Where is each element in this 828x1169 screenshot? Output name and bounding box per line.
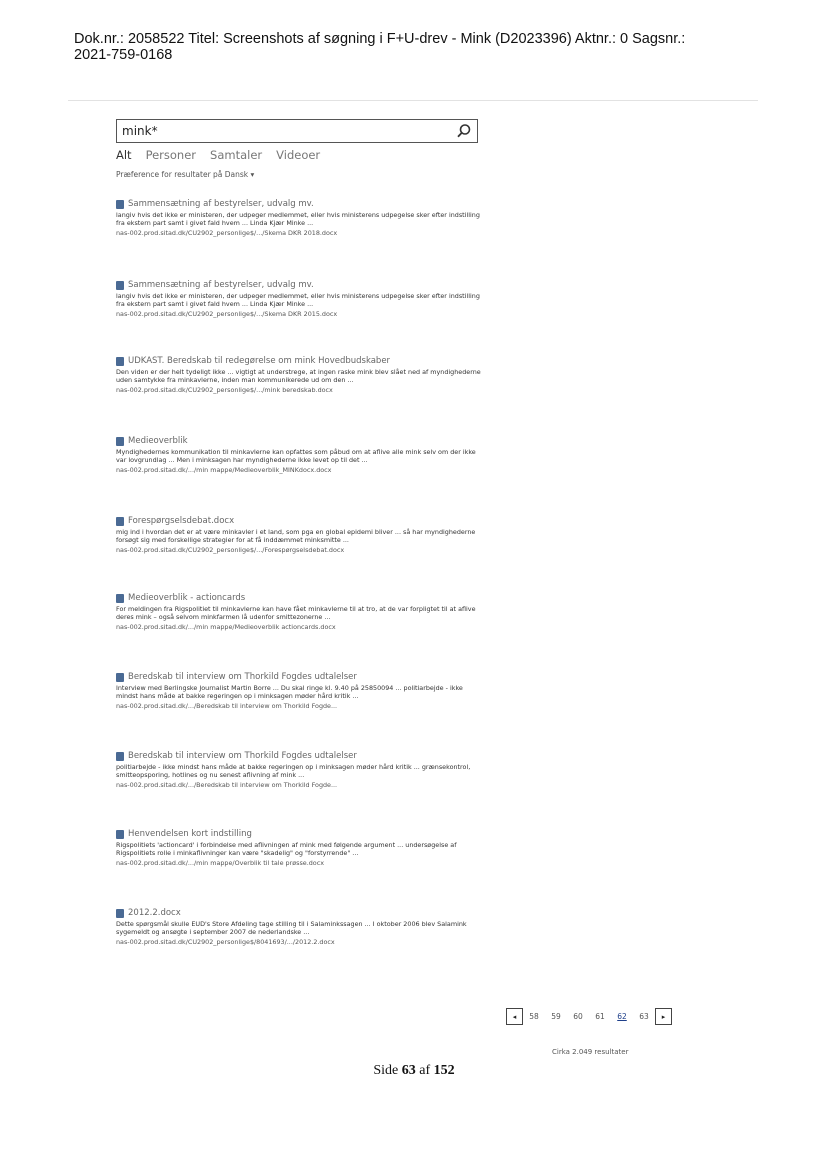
document-header [74, 31, 794, 63]
search-result [116, 435, 481, 474]
search-result [116, 198, 481, 237]
result-snippet: politiarbejde - ikke mindst hans måde at bakke regeringen op i minksagen møder hård kritik ... grænsekontrol, smitteopsporing, hotlines og nu senest aflivning af mink ... [116, 763, 471, 780]
result-url: nas-002.prod.sitad.dk/.../min mappe/Overblik til tale prøsse.docx [116, 858, 325, 867]
page-link-60[interactable]: 60 [573, 1012, 583, 1021]
tab-all[interactable]: Alt [116, 148, 132, 162]
tab-conversations[interactable]: Samtaler [210, 148, 263, 162]
word-document-icon [116, 437, 124, 446]
footer-page-number: 63 [401, 1063, 416, 1078]
search-result [116, 671, 481, 710]
result-url: nas-002.prod.sitad.dk/CU2902_personlige$/.../mink beredskab.docx [116, 385, 333, 394]
page-link-58[interactable]: 58 [529, 1012, 539, 1021]
result-title-link[interactable]: Henvendelsen kort indstilling [128, 829, 252, 839]
document-header-line-1: Dok.nr.: 2058522 Titel: Screenshots af søgning i F+U-drev - Mink (D2023396) Aktnr.: 0 Sagsnr.: [74, 31, 686, 47]
search-result [116, 355, 481, 394]
result-snippet: mig ind i hvordan det er at være minkavler i et land, som pga en global epidemi bliver ... så har myndighederne forsøgt sig med forskellige strategier for at få inddæmmet minksmitte ... [116, 528, 476, 545]
document-header-line-2: 2021-759-0168 [74, 47, 173, 63]
result-title-link[interactable]: Beredskab til interview om Thorkild Fogdes udtalelser [128, 672, 357, 682]
result-title-link[interactable]: Beredskab til interview om Thorkild Fogdes udtalelser [128, 751, 357, 761]
result-snippet: For meldingen fra Rigspolitiet til minkavlerne kan have fået minkavlerne til at tro, at de var forpligtet til at aflive deres mink – også selvom minkfarmen lå udenfor smittezonerne ... [116, 605, 476, 622]
search-tabs [116, 148, 320, 162]
search-result [116, 592, 481, 631]
result-url: nas-002.prod.sitad.dk/.../min mappe/Medieoverblik_MINKdocx.docx [116, 465, 332, 474]
result-url: nas-002.prod.sitad.dk/.../Beredskab til interview om Thorkild Fogde... [116, 780, 338, 789]
result-snippet: Den viden er der helt tydeligt ikke ... vigtigt at understrege, at ingen raske mink blev slået ned af myndighederne uden samtykke fra minkavlerne, inden man kommunikerede ud om den ... [116, 368, 481, 385]
previous-page-button[interactable]: ◂ [506, 1008, 523, 1025]
word-document-icon [116, 594, 124, 603]
footer-prefix: Side [373, 1063, 402, 1078]
word-document-icon [116, 281, 124, 290]
page-link-62-current[interactable]: 62 [617, 1012, 627, 1021]
language-preference-dropdown[interactable]: Præference for resultater på Dansk ▾ [116, 170, 255, 179]
search-result [116, 750, 481, 789]
result-url: nas-002.prod.sitad.dk/CU2902_personlige$/.../Skema DKR 2018.docx [116, 228, 338, 237]
result-title-link[interactable]: Sammensætning af bestyrelser, udvalg mv. [128, 280, 314, 290]
result-title-link[interactable]: Medieoverblik - actioncards [128, 593, 246, 603]
result-snippet: Myndighedernes kommunikation til minkavlerne kan opfattes som påbud om at aflive alle mink selv om der ikke var lovgrundlag ... Men i minksagen har myndighederne ikke levet op til det ... [116, 448, 476, 465]
page-link-61[interactable]: 61 [595, 1012, 605, 1021]
footer-page-total: 152 [433, 1063, 455, 1078]
result-snippet: Interview med Berlingske Journalist Martin Borre ... Du skal ringe kl. 9.40 på 25850094 ... politiarbejde - ikke mindst hans måde at bakke regeringen op i minksagen møder hård kritik ... [116, 684, 463, 701]
word-document-icon [116, 517, 124, 526]
result-snippet: Rigspolitiets 'actioncard' i forbindelse med aflivningen af mink med følgende argument ... undersøgelse af Rigspolitiets rolle i minkaflivninger kan være "skadelig" og "forstyrrende" ... [116, 841, 457, 858]
search-input[interactable] [122, 123, 442, 139]
result-snippet: langiv hvis det ikke er ministeren, der udpeger medlemmet, eller hvis ministerens udpegelse sker efter indstilling fra ekstern part samt i givet fald hvem ... Linda Kjær Minke ... [116, 292, 480, 309]
divider [68, 100, 758, 101]
result-snippet: Dette spørgsmål skulle EUD's Store Afdeling tage stilling til i Salaminkssagen ... I oktober 2006 blev Salamink sygemeldt og ansøgte i september 2007 de nederlandske ... [116, 920, 467, 937]
search-result [116, 828, 481, 867]
result-title-link[interactable]: Medieoverblik [128, 436, 188, 446]
result-title-link[interactable]: 2012.2.docx [128, 908, 181, 918]
result-url: nas-002.prod.sitad.dk/CU2902_personlige$/.../Forespørgselsdebat.docx [116, 545, 345, 554]
result-url: nas-002.prod.sitad.dk/CU2902_personlige$/.../Skema DKR 2015.docx [116, 309, 338, 318]
word-document-icon [116, 909, 124, 918]
word-document-icon [116, 752, 124, 761]
search-result [116, 515, 481, 554]
page-link-63[interactable]: 63 [639, 1012, 649, 1021]
search-icon[interactable] [456, 123, 472, 139]
word-document-icon [116, 673, 124, 682]
result-title-link[interactable]: Sammensætning af bestyrelser, udvalg mv. [128, 199, 314, 209]
tab-people[interactable]: Personer [145, 148, 197, 162]
word-document-icon [116, 830, 124, 839]
search-box[interactable] [116, 119, 478, 143]
result-url: nas-002.prod.sitad.dk/CU2902_personlige$/8041693/.../2012.2.docx [116, 937, 335, 946]
footer-mid: af [415, 1063, 434, 1078]
pagination [506, 1008, 672, 1025]
page-footer [0, 1063, 828, 1079]
search-result [116, 279, 481, 318]
result-url: nas-002.prod.sitad.dk/.../Beredskab til interview om Thorkild Fogde... [116, 701, 338, 710]
result-snippet: langiv hvis det ikke er ministeren, der udpeger medlemmet, eller hvis ministerens udpegelse sker efter indstilling fra ekstern part samt i givet fald hvem ... Linda Kjær Minke ... [116, 211, 480, 228]
result-url: nas-002.prod.sitad.dk/.../min mappe/Medieoverblik actioncards.docx [116, 622, 336, 631]
search-result [116, 907, 481, 946]
page-link-59[interactable]: 59 [551, 1012, 561, 1021]
next-page-button[interactable]: ▸ [655, 1008, 672, 1025]
tab-videos[interactable]: Videoer [276, 148, 321, 162]
result-title-link[interactable]: UDKAST. Beredskab til redegørelse om mink Hovedbudskaber [128, 356, 391, 366]
result-title-link[interactable]: Forespørgselsdebat.docx [128, 516, 235, 526]
result-count: Cirka 2.049 resultater [552, 1048, 629, 1056]
word-document-icon [116, 357, 124, 366]
word-document-icon [116, 200, 124, 209]
